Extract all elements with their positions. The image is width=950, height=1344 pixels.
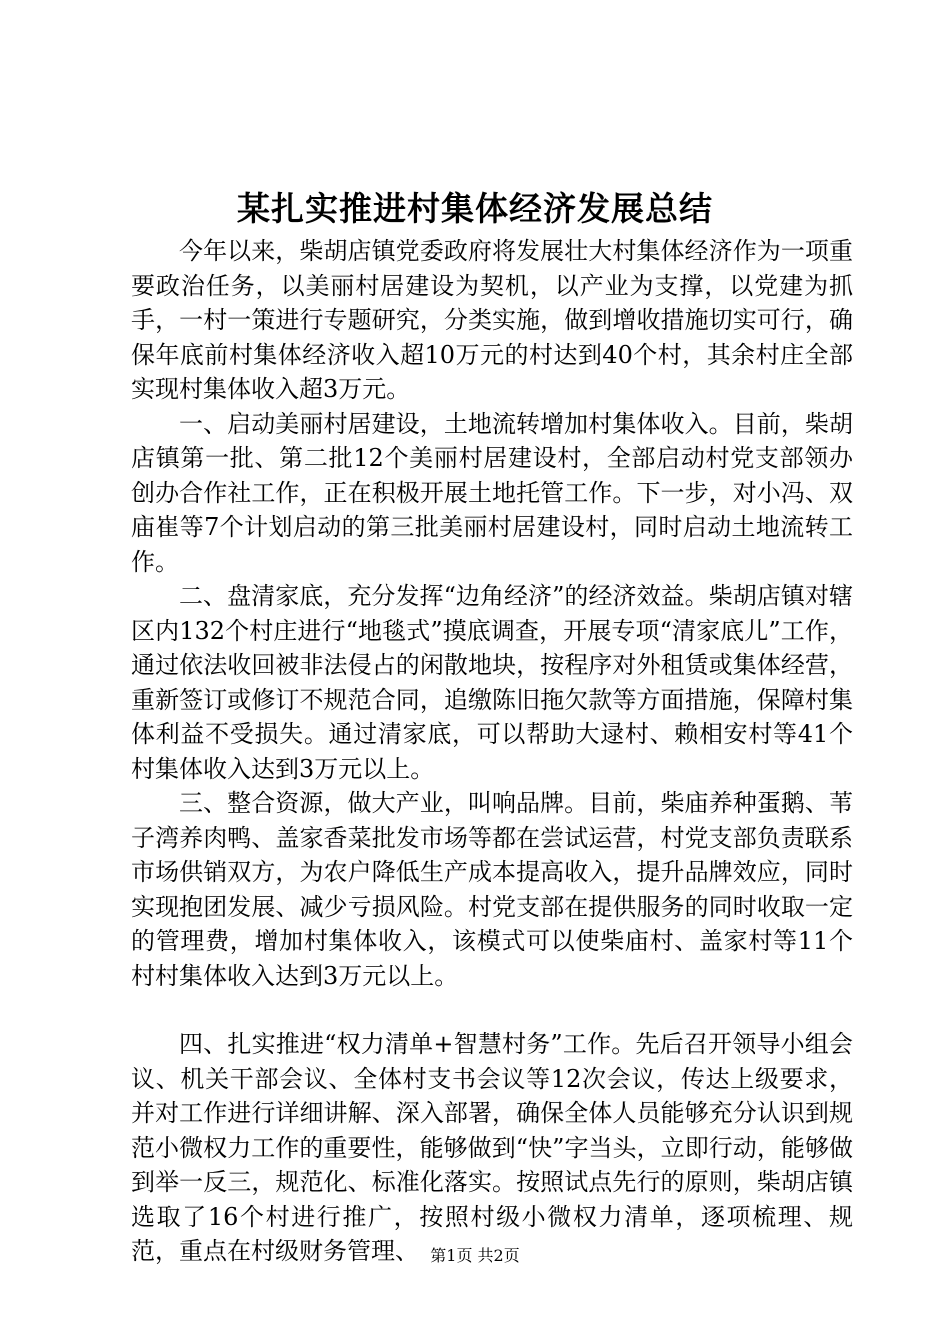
document-body: [131, 234, 853, 1269]
paragraph-section-4: 四、扎实推进“权力清单+智慧村务”工作。先后召开领导小组会议、机关干部会议、全体村支书会议等12次会议，传达上级要求，并对工作进行详细讲解、深入部署，确保全体人员能够充分认识到规范小微权力工作的重要性，能够做到“快”字当头，立即行动，能够做到举一反三，规范化、标准化落实。按照试点先行的原则，柴胡店镇选取了16个村进行推广，按照村级小微权力清单，逐项梳理、规范，重点在村级财务管理、: [131, 1030, 853, 1265]
paragraph-section-1: 一、启动美丽村居建设，土地流转增加村集体收入。目前，柴胡店镇第一批、第二批12个美丽村居建设村，全部启动村党支部领办创办合作社工作，正在积极开展土地托管工作。下一步，对小冯、双庙崔等7个计划启动的第三批美丽村居建设村，同时启动土地流转工作。: [131, 409, 853, 576]
paragraph-intro: 今年以来，柴胡店镇党委政府将发展壮大村集体经济作为一项重要政治任务，以美丽村居建设为契机，以产业为支撑，以党建为抓手，一村一策进行专题研究，分类实施，做到增收措施切实可行，确保年底前村集体经济收入超10万元的村达到40个村，其余村庄全部实现村集体收入超3万元。: [131, 237, 853, 403]
paragraph-section-3: 三、整合资源，做大产业，叫响品牌。目前，柴庙养种蛋鹅、苇子湾养肉鸭、盖家香菜批发市场等都在尝试运营，村党支部负责联系市场供销双方，为农户降低生产成本提高收入，提升品牌效应，同时实现抱团发展、减少亏损风险。村党支部在提供服务的同时收取一定的管理费，增加村集体收入，该模式可以使柴庙村、盖家村等11个村村集体收入达到3万元以上。: [131, 789, 853, 990]
document-title: 某扎实推进村集体经济发展总结: [237, 189, 713, 228]
page-number-footer: 第1页 共2页: [430, 1246, 520, 1265]
paragraph-section-2: 二、盘清家底，充分发挥“边角经济”的经济效益。柴胡店镇对辖区内132个村庄进行“地毯式”摸底调查，开展专项“清家底儿”工作，通过依法收回被非法侵占的闲散地块，按程序对外租赁或集体经营，重新签订或修订不规范合同，追缴陈旧拖欠款等方面措施，保障村集体利益不受损失。通过清家底，可以帮助大逯村、赖相安村等41个村集体收入达到3万元以上。: [131, 582, 853, 783]
